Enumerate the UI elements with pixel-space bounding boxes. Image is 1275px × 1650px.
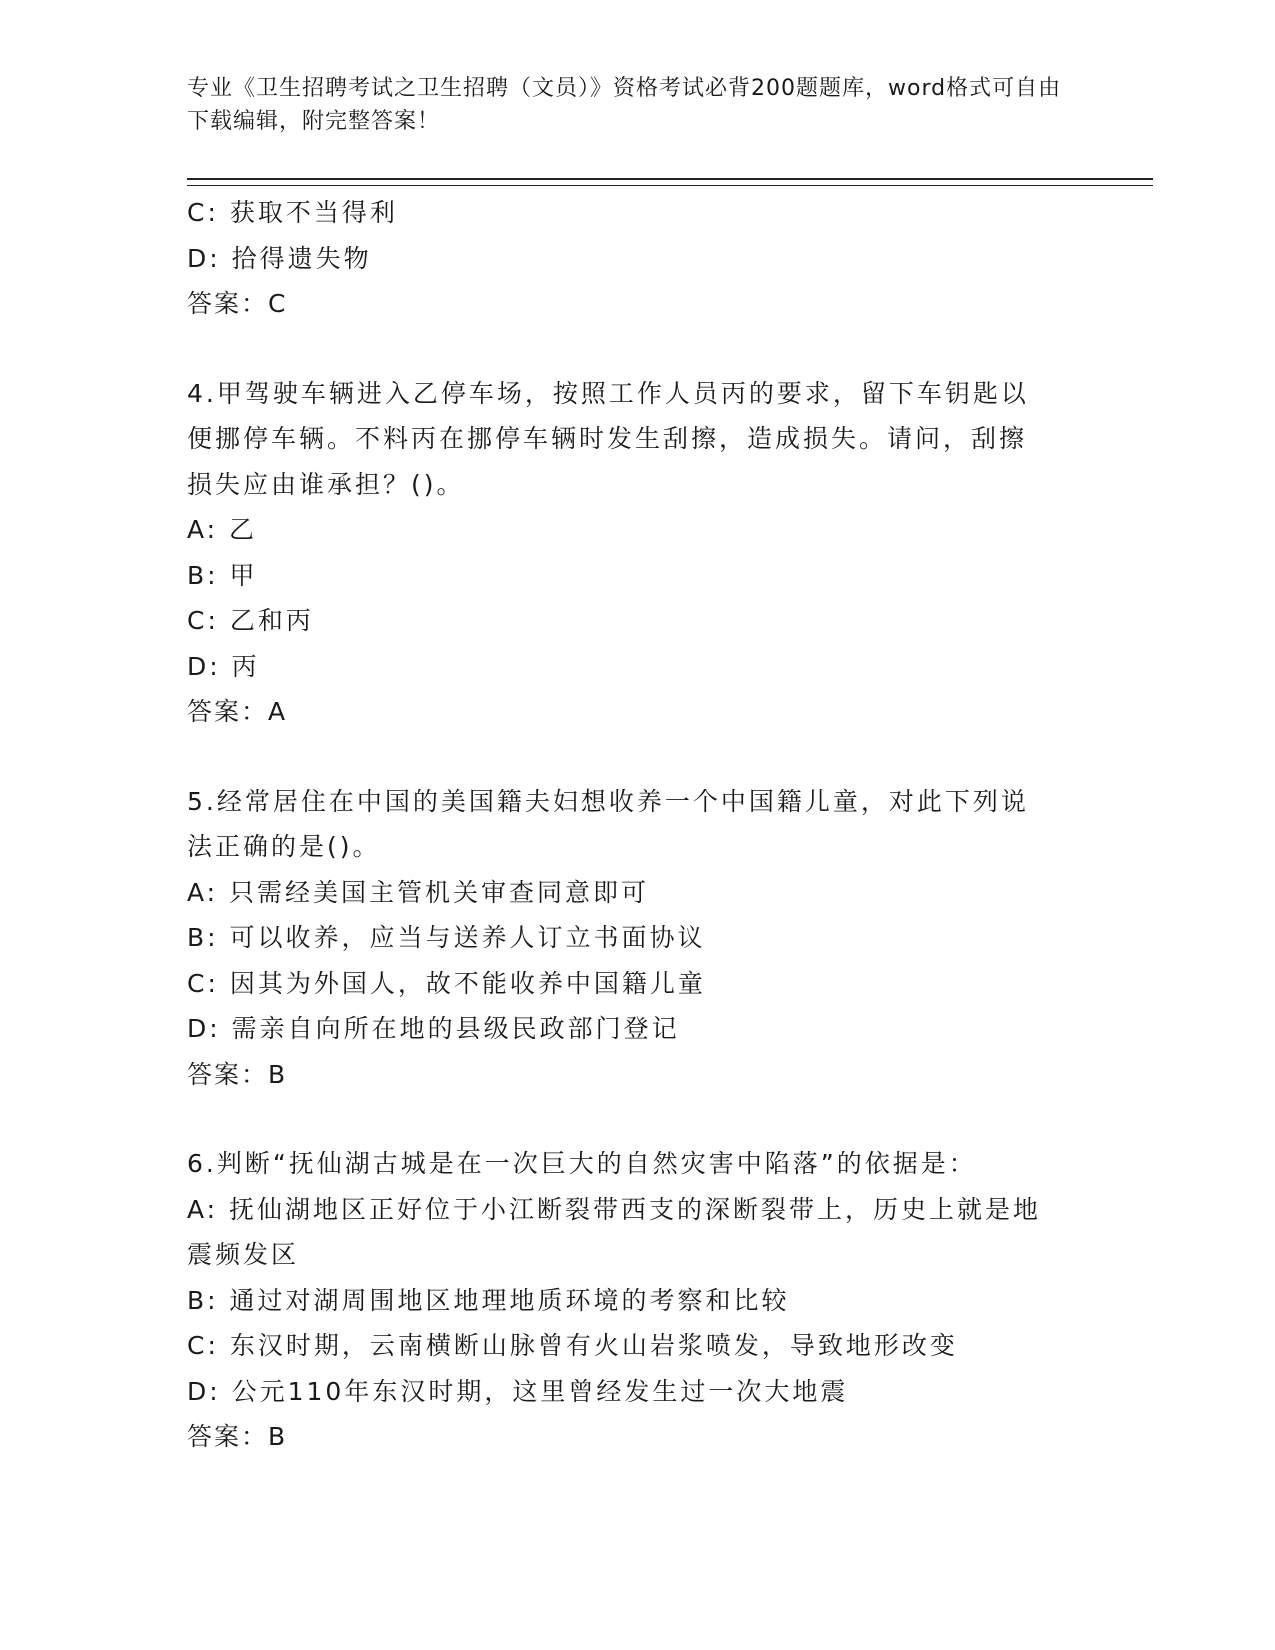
option-a: A: 只需经美国主管机关审查同意即可 (187, 877, 650, 907)
page-header (187, 72, 1067, 138)
question-stem-line: 5.经常居住在中国的美国籍夫妇想收养一个中国籍儿童，对此下列说 (187, 786, 1029, 816)
option-d: D: 丙 (187, 651, 260, 681)
question-stem-line: 4.甲驾驶车辆进入乙停车场，按照工作人员丙的要求，留下车钥匙以 (187, 378, 1029, 408)
option-b: B: 可以收养，应当与送养人订立书面协议 (187, 923, 706, 952)
question-stem-line: 法正确的是()。 (187, 832, 381, 861)
question-stem-line: 6.判断“抚仙湖古城是在一次巨大的自然灾害中陷落”的依据是： (187, 1149, 977, 1178)
answer-line: 答案：B (187, 1059, 288, 1089)
option-a: A: 抚仙湖地区正好位于小江断裂带西支的深断裂带上，历史上就是地 (187, 1194, 1042, 1224)
header-text: 专业《卫生招聘考试之卫生招聘（文员）》资格考试必背200题题库，word格式可自由下载编辑，附完整答案！ (187, 76, 1062, 134)
question-stem-line: 损失应由谁承担？()。 (187, 469, 465, 499)
question-list (187, 190, 1087, 1460)
option-b: B: 甲 (187, 560, 258, 590)
question-stem-line: 便挪停车辆。不料丙在挪停车辆时发生刮擦，造成损失。请问，刮擦 (187, 424, 1028, 453)
option-c: C: 东汉时期，云南横断山脉曾有火山岩浆喷发，导致地形改变 (187, 1331, 958, 1360)
question-item-3 (187, 190, 1087, 327)
option-d: D: 需亲自向所在地的县级民政部门登记 (187, 1014, 680, 1043)
question-item-6 (187, 1141, 1087, 1460)
option-d: D: 公元110年东汉时期，这里曾经发生过一次大地震 (187, 1376, 849, 1406)
header-divider (187, 178, 1153, 186)
option-a: A: 乙 (187, 515, 258, 544)
option-a-continued: 震频发区 (187, 1240, 300, 1269)
question-item-5 (187, 779, 1087, 1098)
question-item-4 (187, 371, 1087, 735)
answer-line: 答案：B (187, 1422, 288, 1451)
answer-line: 答案：A (187, 697, 288, 726)
option-d: D: 拾得遗失物 (187, 243, 372, 273)
option-c: C: 因其为外国人，故不能收养中国籍儿童 (187, 968, 706, 998)
option-c: C: 获取不当得利 (187, 198, 398, 227)
option-c: C: 乙和丙 (187, 606, 314, 635)
answer-line: 答案：C (187, 289, 288, 318)
option-b: B: 通过对湖周围地区地理地质环境的考察和比较 (187, 1285, 790, 1315)
